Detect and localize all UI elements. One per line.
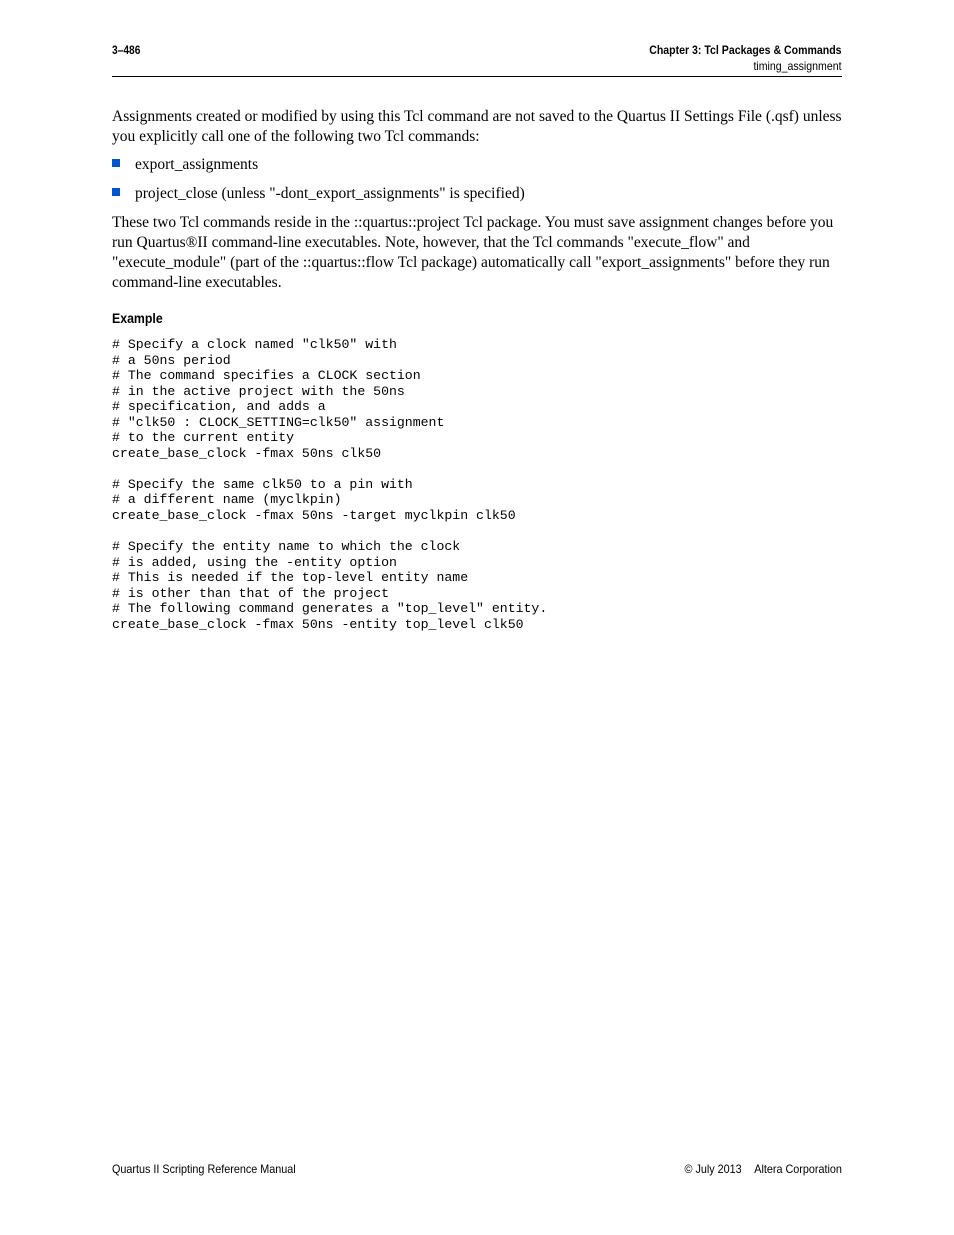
bullet-square-icon [112,159,120,167]
bullet-square-icon [112,188,120,196]
page-number: 3–486 [112,43,141,57]
header-rule [112,76,842,77]
footer-manual-title: Quartus II Scripting Reference Manual [112,1162,296,1176]
bullet-text: project_close (unless "-dont_export_assignments" is specified) [135,185,525,202]
bullet-item [112,184,525,204]
bullet-text: export_assignments [135,156,259,173]
footer-date: © July 2013 [684,1162,742,1176]
paragraph-intro: Assignments created or modified by using this Tcl command are not saved to the Quartus II Settings File (.qsf) unless you explicitly call one of the following two Tcl commands: [112,108,842,145]
running-header [623,43,842,73]
chapter-title: Chapter 3: Tcl Packages & Commands [649,43,842,57]
footer-company: Altera Corporation [754,1162,842,1176]
example-heading: Example [112,310,163,326]
code-example: # Specify a clock named "clk50" with # a 50ns period # The command specifies a CLOCK section # in the active project with the 50ns # specification, and adds a # "clk50 : CLOCK_SETTING=clk50" assignment # to the current entity create_base_clock -fmax 50ns clk50 # Specify the same clk50 to a pin with # a different name (myclkpin) create_base_clock -fmax 50ns -target myclkpin clk50 # Specify the entity name to which the clock # is added, using the -entity option # This is needed if the top-level entity name # is other than that of the project # The following command generates a "top_level" entity. create_base_clock -fmax 50ns -entity top_level clk50 [112,337,548,632]
footer-copyright [685,1162,842,1176]
paragraph-packages: These two Tcl commands reside in the ::quartus::project Tcl package. You must save assignment changes before you run Quartus®II command-line executables. Note, however, that the Tcl commands "execute_flow" and "execute_module" (part of the ::quartus::flow Tcl package) automatically call "export_assignments" before they run command-line executables. [112,214,834,291]
section-title: timing_assignment [753,59,842,73]
bullet-item [112,155,258,175]
